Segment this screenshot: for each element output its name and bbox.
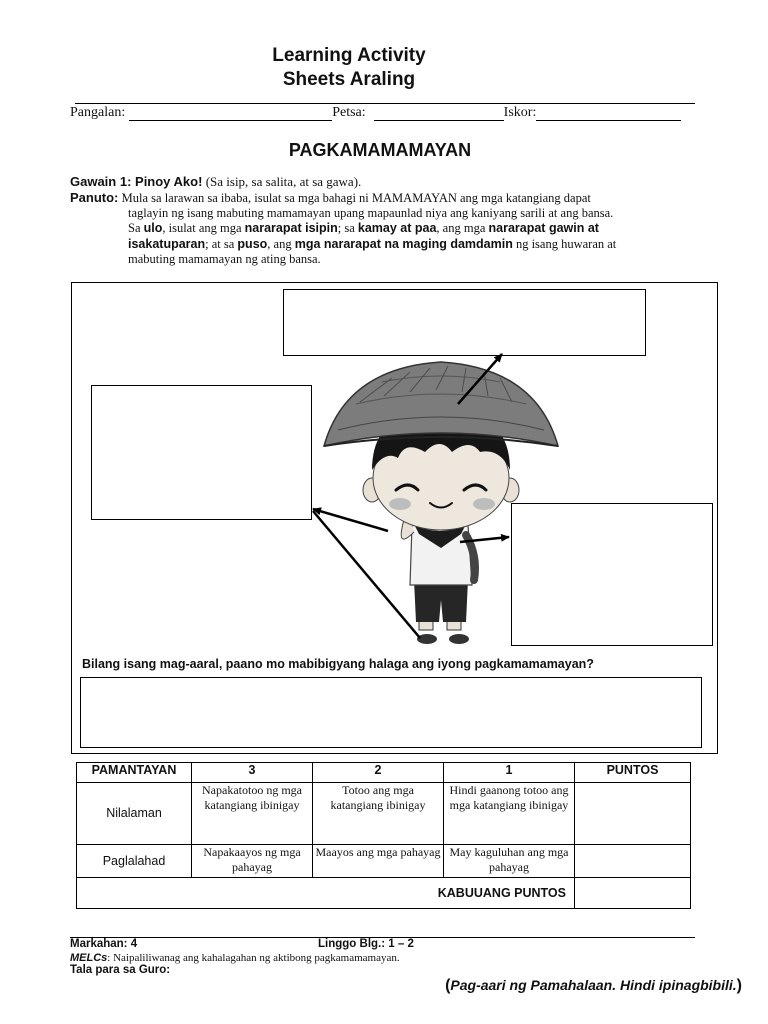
- worksheet-title-line1: Learning Activity: [272, 45, 426, 66]
- instructions-text-3: Sa ulo, isulat ang mga nararapat isipin; sa kamay at paa, ang mga nararapat gawin at: [128, 221, 599, 235]
- melcs-line: [70, 952, 400, 964]
- teacher-notes-label: Tala para sa Guro:: [70, 964, 171, 976]
- rubric-points-cell[interactable]: [575, 845, 691, 878]
- rubric-total-cell[interactable]: [575, 878, 691, 909]
- rubric-cell: Napakatotoo ng mga katangiang ibinigay: [192, 783, 313, 845]
- rubric-header-2: 2: [313, 763, 444, 783]
- rubric-header-1: 1: [444, 763, 575, 783]
- rubric-row-presentation: [77, 845, 691, 878]
- rubric-total-row: [77, 878, 691, 909]
- rubric-row-content: [77, 783, 691, 845]
- instructions-text-4: isakatuparan; at sa puso, ang mga nararapat na maging damdamin ng isang huwaran at: [128, 237, 617, 251]
- lesson-title: PAGKAMAMAMAYAN: [288, 140, 472, 160]
- rubric-row-label: Paglalahad: [77, 845, 192, 878]
- instructions-text-5: mabuting mamamayan ng ating bansa.: [128, 252, 321, 266]
- instructions-label: Panuto:: [70, 190, 119, 205]
- week-label: Linggo Blg.: 1 – 2: [318, 938, 414, 950]
- arrow-hand-to-box: [313, 509, 388, 531]
- reflection-question: Bilang isang mag-aaral, paano mo mabibigyang halaga ang iyong pagkamamamayan?: [82, 657, 594, 671]
- activity-subtitle: (Sa isip, sa salita, at sa gawa).: [205, 174, 362, 189]
- ownership-note: (Pag-aari ng Pamahalaan. Hindi ipinagbibili.): [445, 977, 742, 994]
- worksheet-title-line2: Sheets Araling: [282, 69, 416, 90]
- rubric-header-criteria: PAMANTAYAN: [77, 763, 192, 783]
- rubric-table: [76, 762, 691, 909]
- instructions-text-1: Mula sa larawan sa ibaba, isulat sa mga bahagi ni MAMAMAYAN ang mga katangiang dapat: [121, 191, 591, 205]
- rubric-row-label: Nilalaman: [77, 783, 192, 845]
- quarter-label: Markahan: 4: [70, 938, 138, 950]
- rubric-cell: Maayos ang mga pahayag: [313, 845, 444, 878]
- rubric-header-3: 3: [192, 763, 313, 783]
- rubric-cell: Totoo ang mga katangiang ibinigay: [313, 783, 444, 845]
- melcs-label: MELCs: [70, 952, 108, 964]
- activity-label: Gawain 1: Pinoy Ako!: [70, 174, 203, 189]
- date-label: Petsa:: [332, 105, 366, 120]
- rubric-header-row: [77, 763, 691, 783]
- rubric-cell: May kaguluhan ang mga pahayag: [444, 845, 575, 878]
- instructions-text-2: taglayin ng isang mabuting mamamayan upang mapaunlad niya ang kaniyang sarili at ang bansa.: [128, 206, 614, 220]
- reflection-answer-box[interactable]: [80, 677, 702, 748]
- name-label: Pangalan:: [70, 105, 126, 120]
- rubric-total-label: KABUUANG PUNTOS: [77, 878, 575, 909]
- rubric-cell: Hindi gaanong totoo ang mga katangiang ibinigay: [444, 783, 575, 845]
- melcs-text: : Naipaliliwanag ang kahalagahan ng aktibong pagkamamamayan.: [107, 952, 400, 964]
- rubric-header-points: PUNTOS: [575, 763, 691, 783]
- ownership-text: Pag-aari ng Pamahalaan. Hindi ipinagbibili.: [450, 977, 737, 993]
- score-label: Iskor:: [503, 105, 537, 120]
- rubric-points-cell[interactable]: [575, 783, 691, 845]
- rubric-cell: Napakaayos ng mga pahayag: [192, 845, 313, 878]
